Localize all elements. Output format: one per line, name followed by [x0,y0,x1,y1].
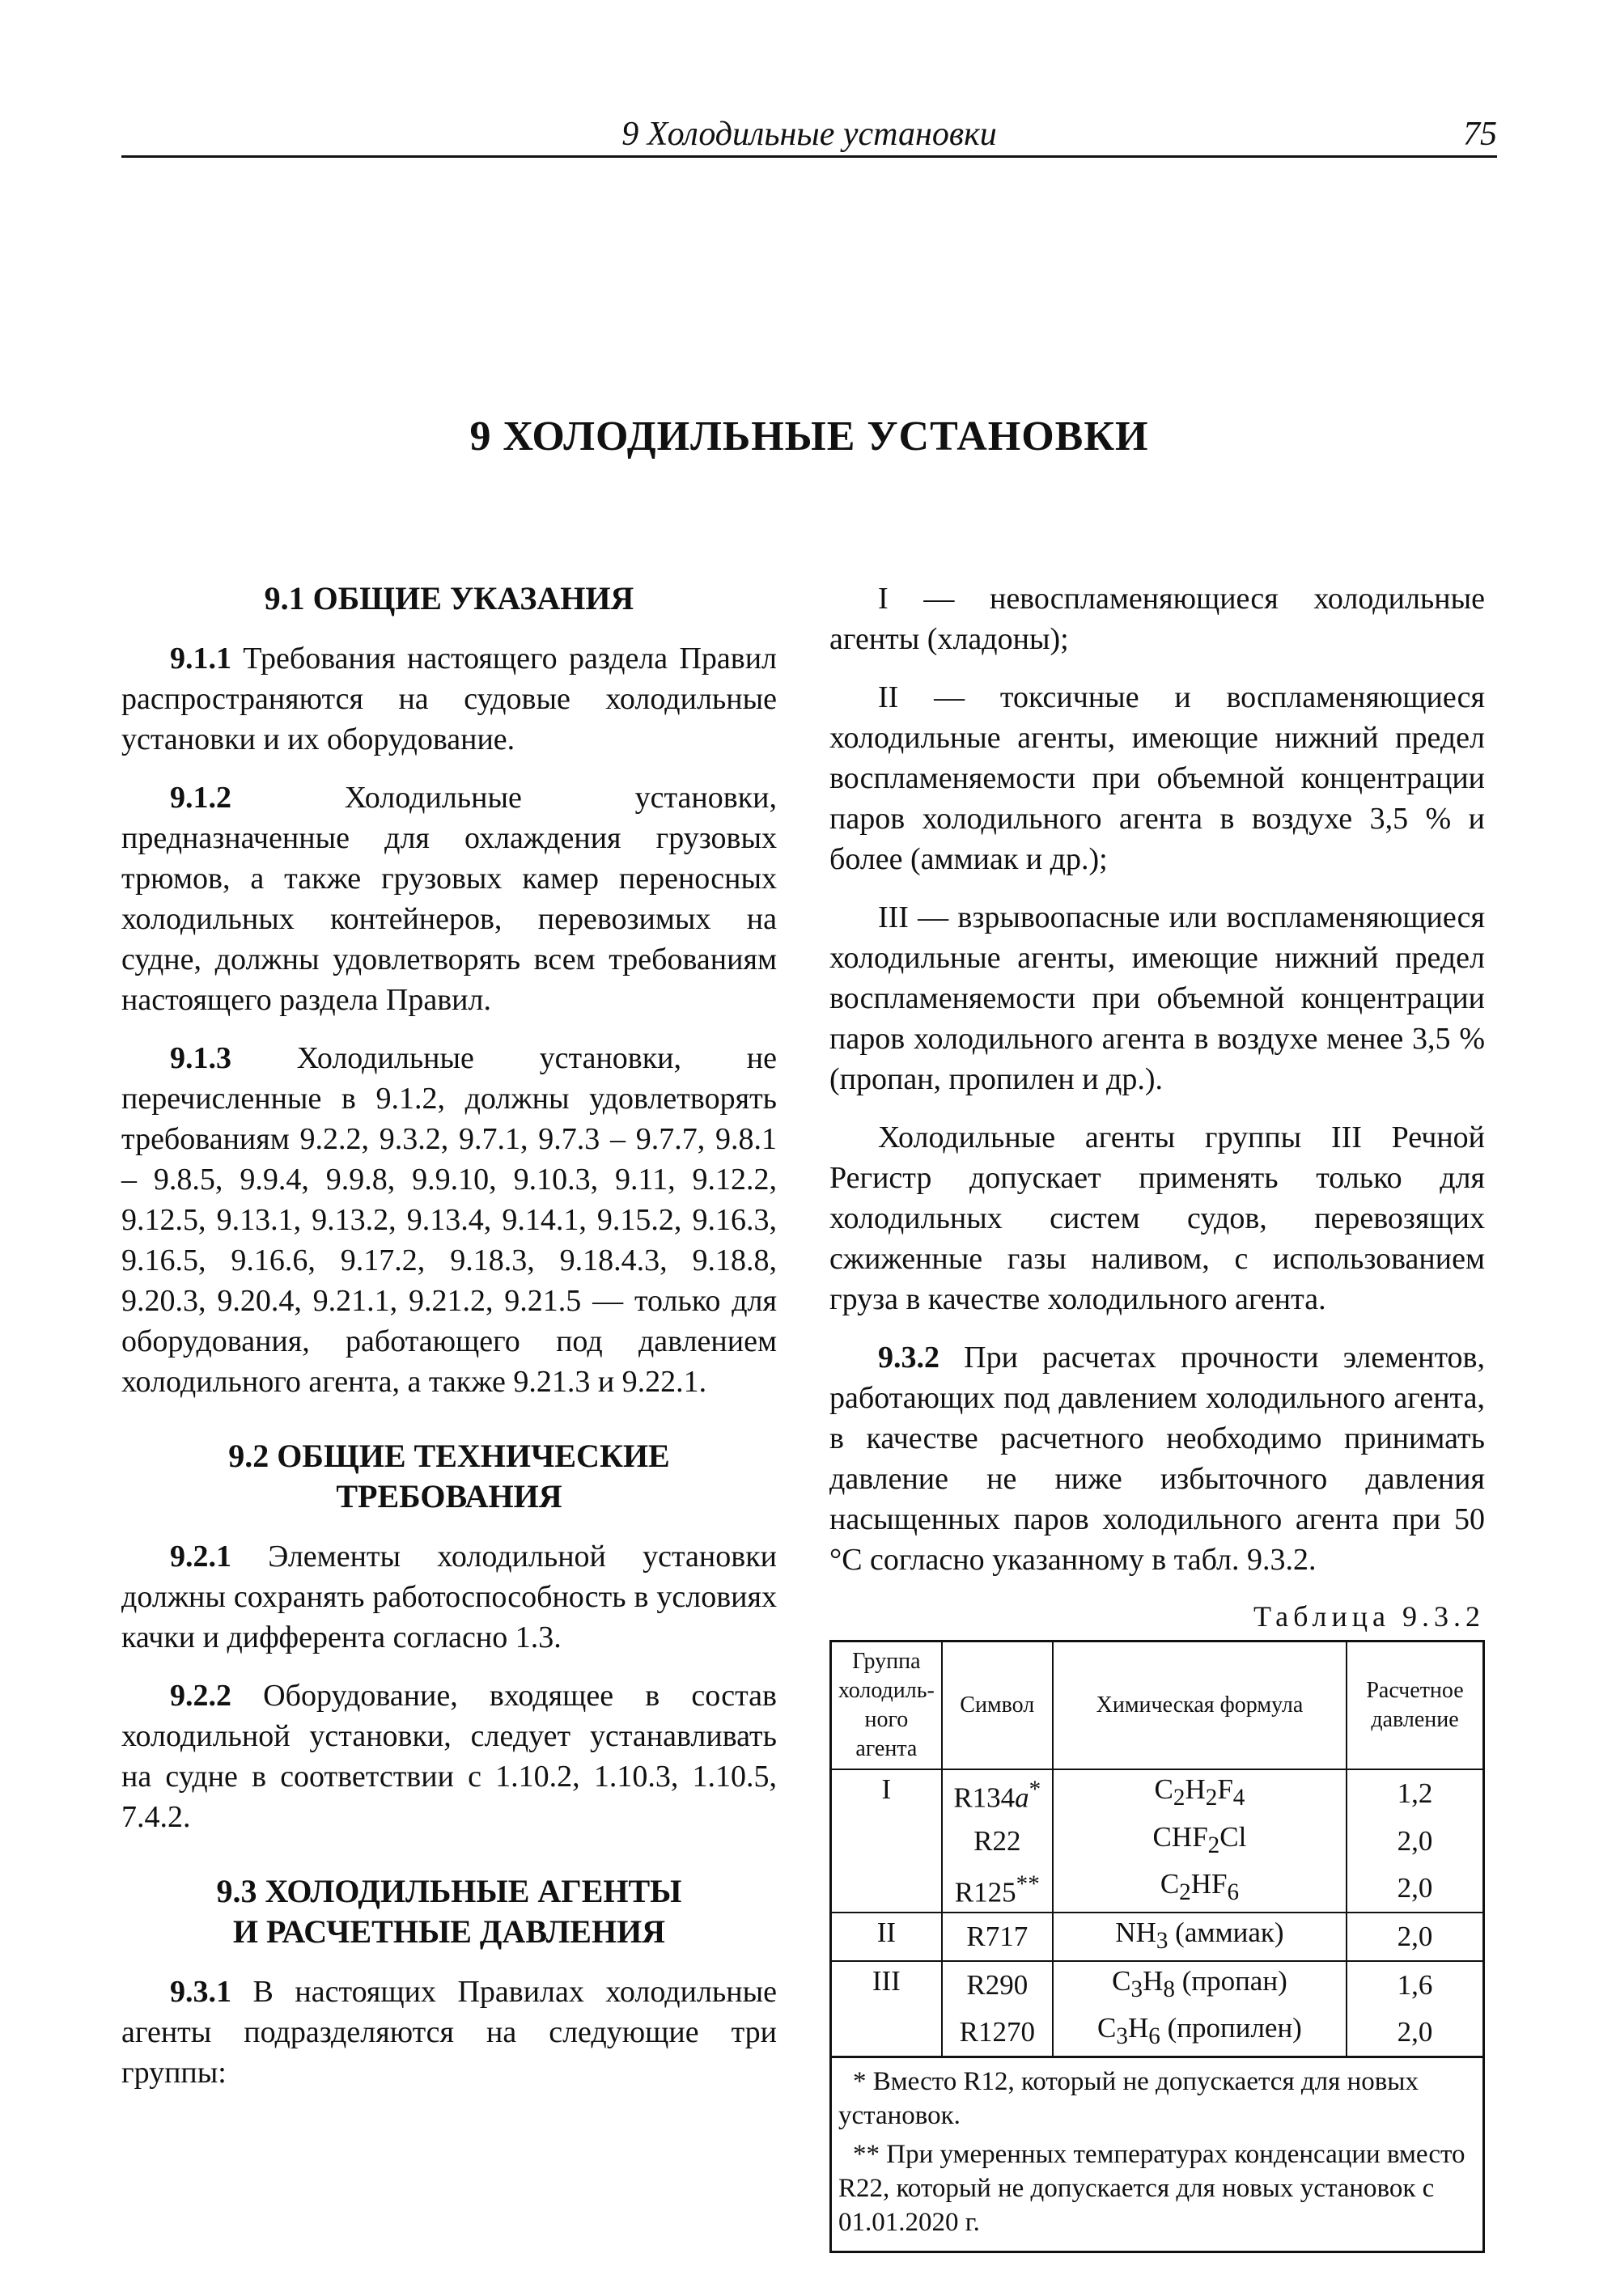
formula-cell [1053,1769,1347,1818]
section-9-1-title: 9.1 ОБЩИЕ УКАЗАНИЯ [264,580,634,616]
footnote-mark: ** [1016,1870,1040,1897]
paragraph-9-3-1 [121,1972,777,2093]
paragraph-9-1-1 [121,638,777,760]
pressure-cell: 2,0 [1347,2009,1483,2057]
pressure-cell: 2,0 [1347,1913,1483,1961]
group-3-definition: III — взрывоопасные или воспламеняющиеся холодильные агенты, имеющие нижний предел воспламеняемости при объемной концентрации паров холодильного агента в воздухе менее 3,5 % (пропан, пропилен и др.). [829,900,1485,1096]
paragraph-text: Требования настоящего раздела Правил распространяются на судовые холодильные установки и их оборудование. [121,642,777,756]
footnote-2: ** При умеренных температурах конденсации вместо R22, который не допускается для новых установок с 01.01.2020 г. [838,2140,1465,2238]
formula-cell [1053,1913,1347,1961]
formula-note: (аммиак) [1168,1917,1284,1949]
section-9-2-title [121,1436,777,1517]
section-title-line: 9.3 ХОЛОДИЛЬНЫЕ АГЕНТЫ [216,1873,682,1909]
pressure-cell: 2,0 [1347,1818,1483,1865]
paragraph-text: Элементы холодильной установки должны сохранять работоспособность в условиях качки и дифферента согласно 1.3. [121,1540,777,1654]
formula-text: $C_3H_8$ [1112,1965,1175,2003]
table-footnotes-row [831,2057,1484,2252]
paragraph-9-3-2 [829,1337,1485,1580]
group-cell: II [831,1913,942,1961]
section-title-line: ТРЕБОВАНИЯ [336,1478,562,1514]
symbol-cell [942,1961,1053,2009]
formula-cell [1053,2009,1347,2057]
symbol-cell [942,2009,1053,2057]
paragraph-number: 9.1.3 [170,1041,231,1075]
table-row [831,1961,1484,2009]
formula-note: (пропилен) [1160,2012,1302,2044]
group-cell: I [831,1769,942,1913]
symbol-cell [942,1818,1053,1865]
pressure-cell: 1,6 [1347,1961,1483,2009]
refrigerant-table [829,1640,1485,2253]
symbol-text: R125 [954,1876,1016,1908]
symbol-text: R290 [966,1969,1029,2002]
paragraph-text: Оборудование, входящее в состав холодильной установки, следует устанавливать на судне в соответствии с 1.10.2, 1.10.3, 1.10.5, 7.4.2. [121,1679,777,1834]
symbol-text: R134a [953,1781,1029,1814]
chapter-title: 9 ХОЛОДИЛЬНЫЕ УСТАНОВКИ [469,413,1149,460]
right-column [829,578,1485,2253]
paragraph-number: 9.2.1 [170,1540,231,1574]
paragraph-9-1-3 [121,1038,777,1402]
symbol-text: R717 [966,1921,1029,1953]
page-number: 75 [1463,116,1497,153]
paragraph-number: 9.1.1 [170,642,231,676]
paragraph-number: 9.1.2 [170,781,231,815]
paragraph-text: При расчетах прочности элементов, работающих под давлением холодильного агента, в качестве расчетного необходимо принимать давление не ниже избыточного давления насыщенных паров холодильного агента при 50 °С согласно указанному в табл. 9.3.2. [829,1341,1485,1577]
paragraph-number: 9.3.2 [878,1341,939,1375]
group-cell: III [831,1961,942,2057]
formula-note: (пропан) [1174,1965,1287,1997]
symbol-text: R1270 [959,2016,1035,2048]
paragraph-text: Холодильные установки, предназначенные для охлаждения грузовых трюмов, а также грузовых камер переносных холодильных контейнеров, перевозимых на судне, должны удовлетворять всем требованиям настоящего раздела Правил. [121,781,777,1017]
header-symbol: Символ [942,1642,1053,1770]
formula-text: $C_3H_6$ [1097,2012,1160,2050]
paragraph-9-2-1 [121,1536,777,1658]
pressure-cell: 1,2 [1347,1769,1483,1818]
footnotes-cell [831,2057,1484,2252]
formula-cell [1053,1865,1347,1913]
paragraph-text: В настоящих Правилах холодильные агенты подразделяются на следующие три группы: [121,1975,777,2090]
formula-cell [1053,1961,1347,2009]
paragraph-number: 9.3.1 [170,1975,231,2009]
paragraph-text: Холодильные установки, не перечисленные в 9.1.2, должны удовлетворять требованиям 9.2.2, 9.3.2, 9.7.1, 9.7.3 – 9.7.7, 9.8.1 – 9.8.5, 9.9.4, 9.9.8, 9.9.10, 9.10.3, 9.11, 9.12.2, 9.12.5, 9.13.1, 9.13.2, 9.13.4, 9.14.1, 9.15.2, 9.16.3, 9.16.5, 9.16.6, 9.17.2, 9.18.3, 9.18.4.3, 9.18.8, 9.20.3, 9.20.4, 9.21.1, 9.21.2, 9.21.5 — только для оборудования, работающего под давлением холодильного агента, а также 9.21.3 и 9.22.1. [121,1041,777,1399]
symbol-cell [942,1769,1053,1818]
formula-text: $C_2H_2F_4$ [1154,1773,1245,1811]
header-formula: Химическая формула [1053,1642,1347,1770]
symbol-cell [942,1913,1053,1961]
table-row [831,1913,1484,1961]
section-title-line: 9.2 ОБЩИЕ ТЕХНИЧЕСКИЕ [228,1438,670,1474]
formula-text: $C_2HF_6$ [1160,1867,1240,1905]
formula-text: $CHF_2Cl$ [1152,1820,1247,1858]
footnote-1: * Вместо R12, который не допускается для новых установок. [838,2067,1419,2131]
group-3-note: Холодильные агенты группы III Речной Регистр допускает применять только для холодильных систем судов, перевозящих сжиженные газы наливом, с использованием груза в качестве холодильного агента. [829,1120,1485,1316]
table-row [831,1769,1484,1818]
formula-cell [1053,1818,1347,1865]
group-1-definition: I — невоспламеняющиеся холодильные агенты (хладоны); [829,582,1485,656]
paragraph-9-2-2 [121,1675,777,1837]
paragraph-number: 9.2.2 [170,1679,231,1713]
table-caption: Таблица 9.3.2 [1253,1600,1485,1633]
section-9-3-title [121,1871,777,1952]
group-2-definition: II — токсичные и воспламеняющиеся холодильные агенты, имеющие нижний предел воспламеняемости при объемной концентрации паров холодильного агента в воздухе 3,5 % и более (аммиак и др.); [829,680,1485,876]
paragraph-9-1-2 [121,777,777,1020]
footnote-mark: * [1029,1777,1041,1802]
running-title: 9 Холодильные установки [621,116,997,153]
section-title-line: И РАСЧЕТНЫЕ ДАВЛЕНИЯ [232,1913,666,1950]
pressure-cell: 2,0 [1347,1865,1483,1913]
table-header-row [831,1642,1484,1770]
symbol-cell [942,1865,1053,1913]
left-column [121,578,777,2111]
header-pressure: Расчетное давление [1347,1642,1483,1770]
running-header [121,113,1497,158]
header-group: Группа холодиль- ного агента [831,1642,942,1770]
formula-text: $NH_3$ [1115,1917,1168,1955]
symbol-text: R22 [973,1824,1021,1857]
